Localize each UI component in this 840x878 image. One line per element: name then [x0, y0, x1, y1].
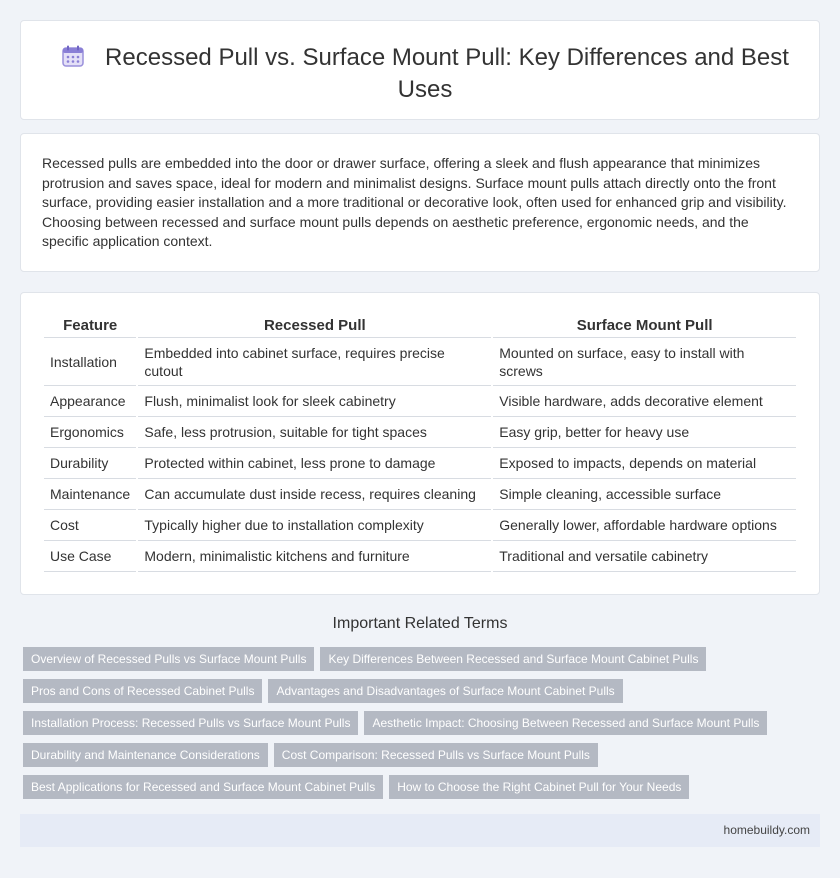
recessed-cell: Protected within cabinet, less prone to damage: [138, 448, 491, 479]
recessed-cell: Embedded into cabinet surface, requires precise cutout: [138, 338, 491, 386]
surface-cell: Traditional and versatile cabinetry: [493, 541, 796, 572]
recessed-cell: Modern, minimalistic kitchens and furniture: [138, 541, 491, 572]
related-term-tag[interactable]: Overview of Recessed Pulls vs Surface Mount Pulls: [23, 647, 314, 671]
table-row: [44, 541, 796, 572]
footer-site-link[interactable]: homebuildy.com: [723, 823, 810, 837]
intro-card: [20, 133, 820, 272]
page-title: Recessed Pull vs. Surface Mount Pull: Key Differences and Best Uses: [105, 44, 789, 103]
surface-cell: Visible hardware, adds decorative element: [493, 386, 796, 417]
related-term-tag[interactable]: Pros and Cons of Recessed Cabinet Pulls: [23, 679, 262, 703]
feature-cell: Installation: [44, 338, 136, 386]
surface-cell: Exposed to impacts, depends on material: [493, 448, 796, 479]
calendar-icon: [61, 44, 85, 75]
table-row: [44, 448, 796, 479]
recessed-cell: Typically higher due to installation complexity: [138, 510, 491, 541]
surface-cell: Easy grip, better for heavy use: [493, 417, 796, 448]
column-header-recessed: Recessed Pull: [138, 314, 491, 338]
comparison-table: [42, 314, 798, 572]
surface-cell: Simple cleaning, accessible surface: [493, 479, 796, 510]
feature-cell: Cost: [44, 510, 136, 541]
table-row: [44, 479, 796, 510]
related-term-tag[interactable]: Installation Process: Recessed Pulls vs Surface Mount Pulls: [23, 711, 358, 735]
feature-cell: Ergonomics: [44, 417, 136, 448]
related-term-tag[interactable]: Key Differences Between Recessed and Surface Mount Cabinet Pulls: [320, 647, 706, 671]
column-header-feature: Feature: [44, 314, 136, 338]
recessed-cell: Safe, less protrusion, suitable for tight spaces: [138, 417, 491, 448]
feature-cell: Durability: [44, 448, 136, 479]
header-card: [20, 20, 820, 120]
related-term-tag[interactable]: Best Applications for Recessed and Surface Mount Cabinet Pulls: [23, 775, 383, 799]
recessed-cell: Can accumulate dust inside recess, requires cleaning: [138, 479, 491, 510]
surface-cell: Generally lower, affordable hardware options: [493, 510, 796, 541]
table-row: [44, 510, 796, 541]
feature-cell: Maintenance: [44, 479, 136, 510]
related-terms-list: [23, 647, 823, 807]
related-term-tag[interactable]: Durability and Maintenance Considerations: [23, 743, 268, 767]
related-term-tag[interactable]: Advantages and Disadvantages of Surface Mount Cabinet Pulls: [268, 679, 622, 703]
related-terms-title: Important Related Terms: [332, 615, 508, 632]
related-term-tag[interactable]: Aesthetic Impact: Choosing Between Recessed and Surface Mount Pulls: [364, 711, 767, 735]
feature-cell: Use Case: [44, 541, 136, 572]
recessed-cell: Flush, minimalist look for sleek cabinetry: [138, 386, 491, 417]
related-term-tag[interactable]: How to Choose the Right Cabinet Pull for Your Needs: [389, 775, 689, 799]
footer: [20, 814, 820, 847]
feature-cell: Appearance: [44, 386, 136, 417]
related-term-tag[interactable]: Cost Comparison: Recessed Pulls vs Surface Mount Pulls: [274, 743, 598, 767]
column-header-surface: Surface Mount Pull: [493, 314, 796, 338]
intro-text: Recessed pulls are embedded into the door or drawer surface, offering a sleek and flush appearance that minimizes protrusion and saves space, ideal for modern and minimalist designs. Surface mount pulls attach directly onto the front surface, providing easier installation and a more traditional or decorative look, often used for enhanced grip and visibility. Choosing between recessed and surface mount pulls depends on aesthetic preference, ergonomic needs, and the specific application context.: [42, 155, 787, 249]
table-row: [44, 417, 796, 448]
table-row: [44, 386, 796, 417]
table-row: [44, 338, 796, 386]
comparison-table-card: [20, 292, 820, 595]
surface-cell: Mounted on surface, easy to install with screws: [493, 338, 796, 386]
page-title-wrap: [61, 43, 789, 104]
